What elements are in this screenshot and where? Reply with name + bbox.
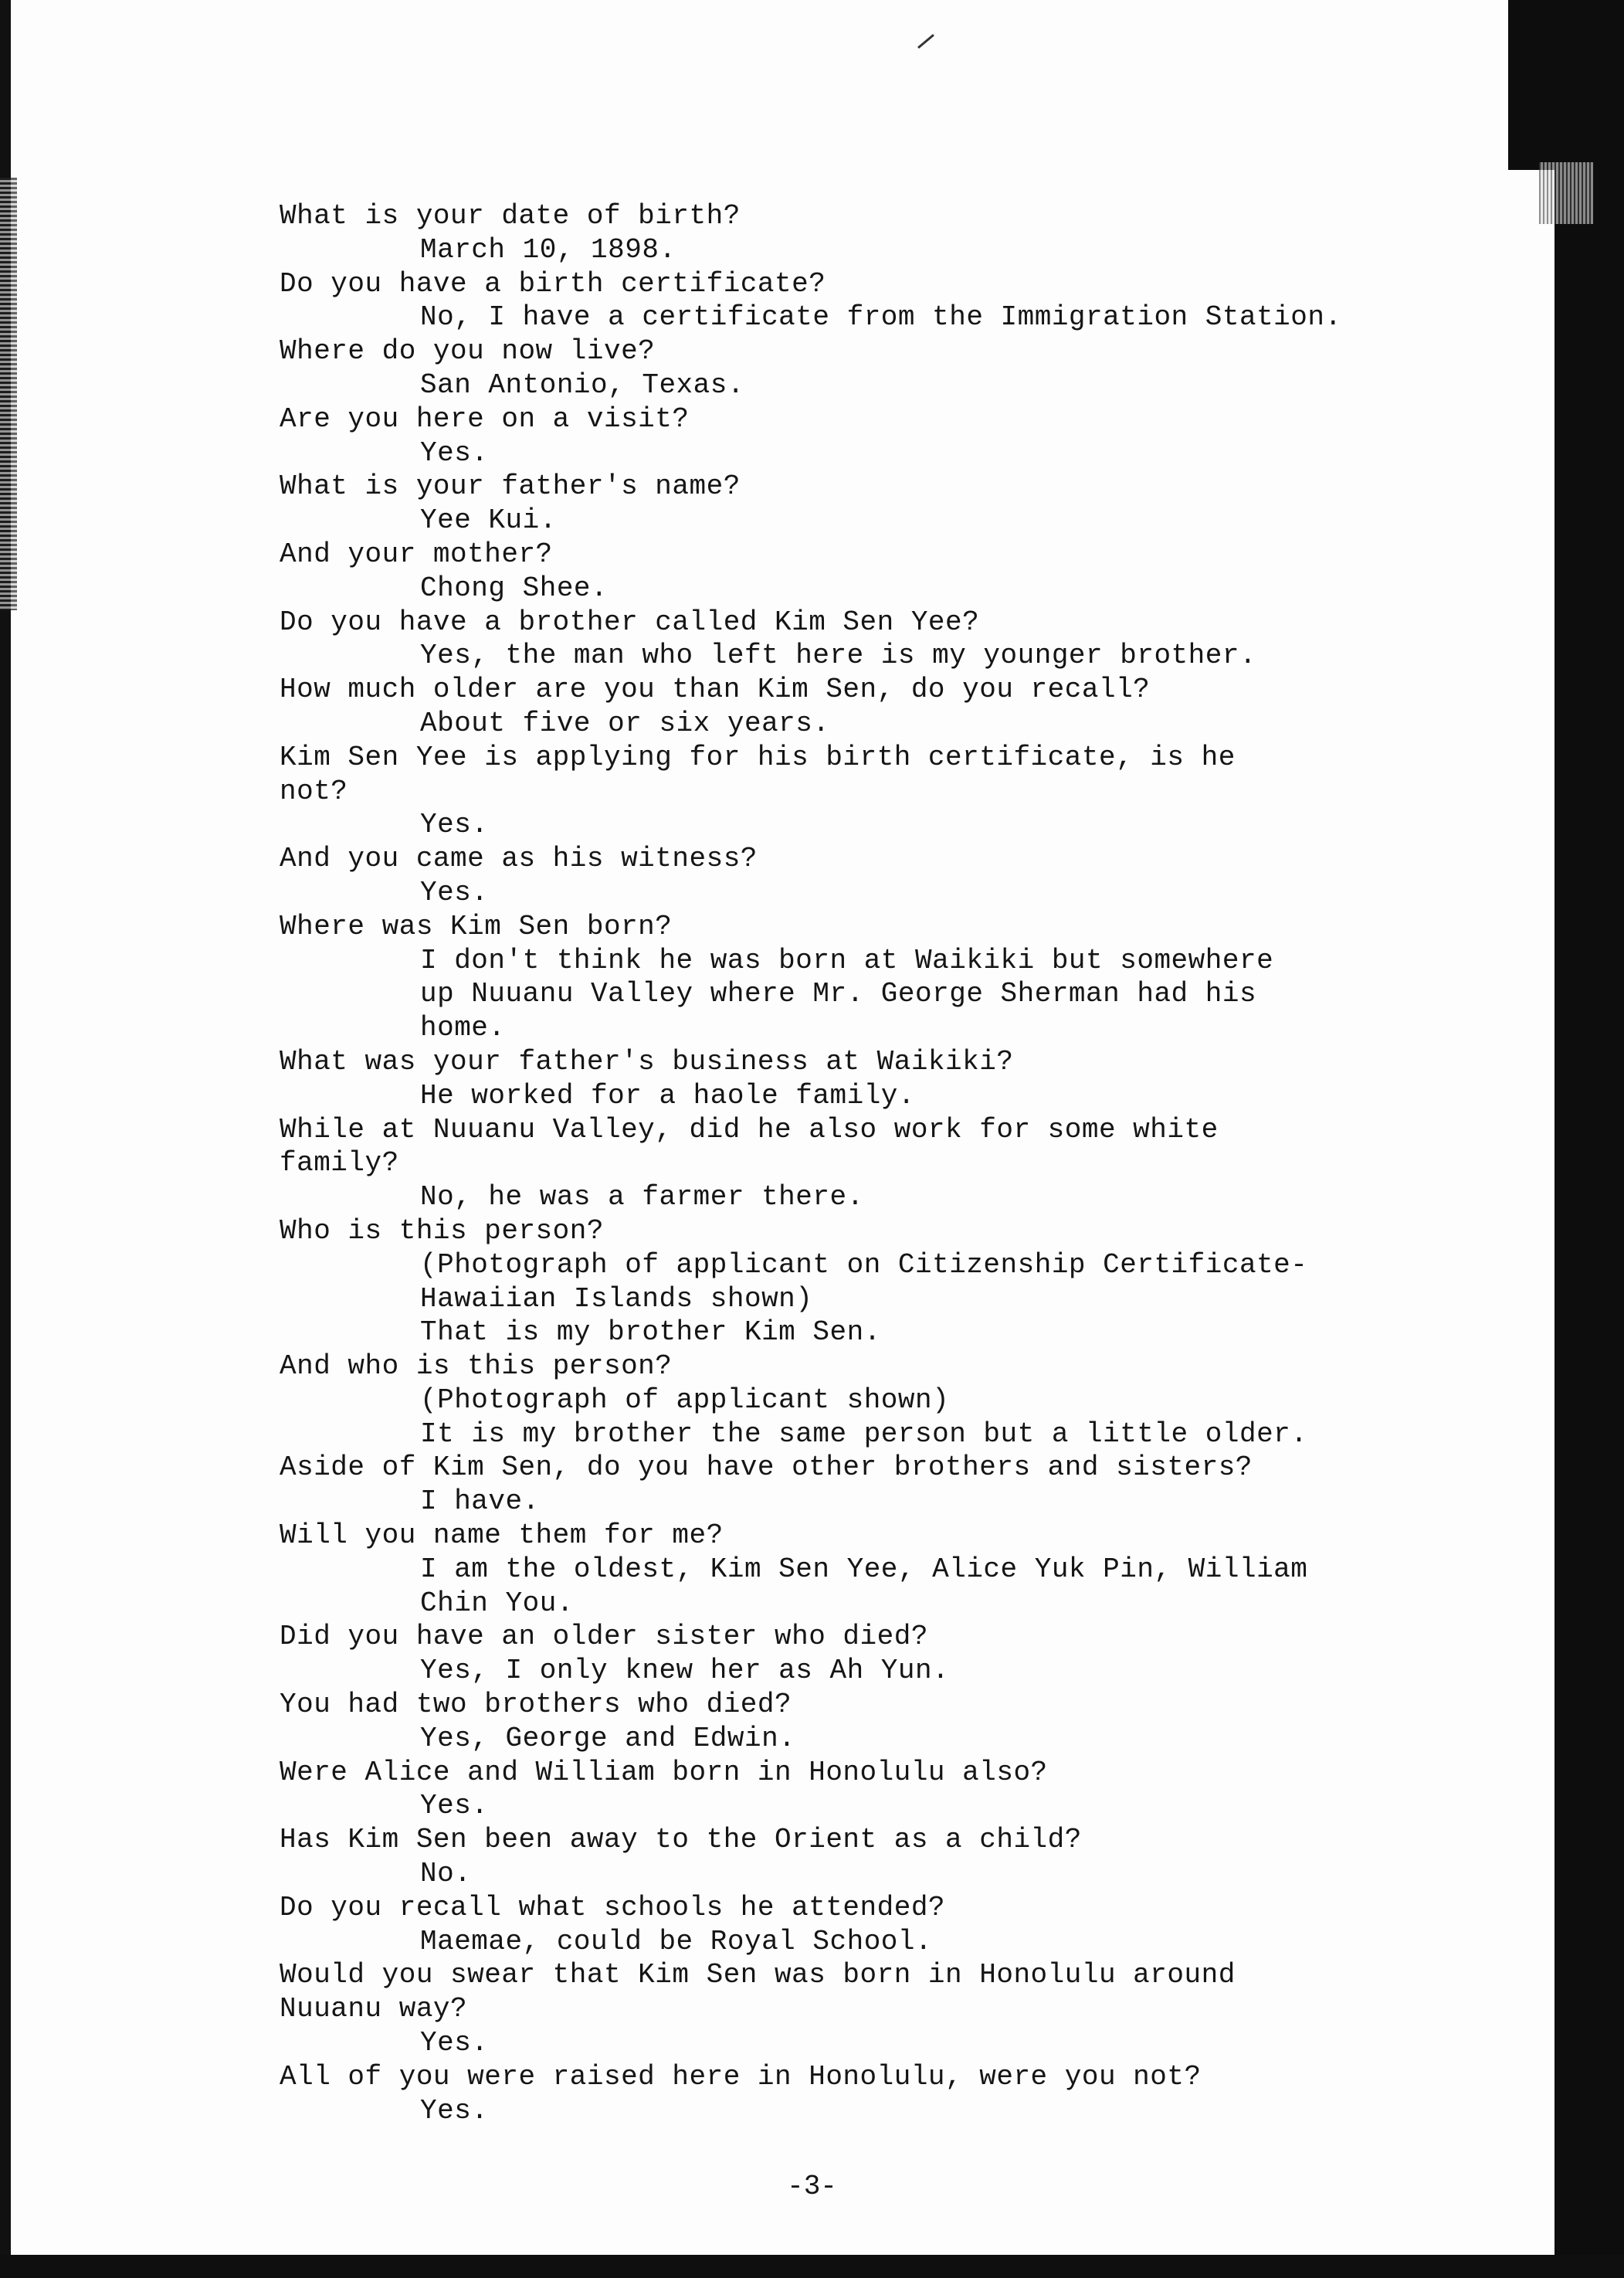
question-line: Did you have an older sister who died? (280, 1621, 928, 1653)
answer-line: San Antonio, Texas. (420, 368, 744, 401)
scan-noise-right (1539, 162, 1593, 224)
scan-edge-right (1554, 0, 1624, 2278)
scan-edge-bottom (0, 2255, 1624, 2278)
question-line: Who is this person? (280, 1214, 604, 1247)
answer-line: Chong Shee. (420, 572, 609, 604)
question-line: Kim Sen Yee is applying for his birth certificate, is he (280, 741, 1236, 773)
question-line: Has Kim Sen been away to the Orient as a child? (280, 1824, 1082, 1856)
question-line: And who is this person? (280, 1350, 673, 1383)
question-line: Do you have a brother called Kim Sen Yee? (280, 606, 980, 638)
question-line: What is your date of birth? (280, 200, 741, 232)
answer-line: Yes. (420, 436, 489, 469)
answer-line: Yes, I only knew her as Ah Yun. (420, 1655, 950, 1687)
question-line: What was your father's business at Waikiki? (280, 1045, 1014, 1078)
answer-line: home. (420, 1012, 506, 1044)
answer-line: No, I have a certificate from the Immigration Station. (420, 301, 1342, 334)
question-line: Do you recall what schools he attended? (280, 1891, 946, 1923)
page-number: -3- (787, 2171, 837, 2202)
answer-line: March 10, 1898. (420, 233, 676, 266)
answer-line: Chin You. (420, 1587, 574, 1619)
answer-line: Maemae, could be Royal School. (420, 1925, 933, 1957)
question-line: family? (280, 1147, 399, 1180)
answer-line: (Photograph of applicant on Citizenship Certificate- (420, 1248, 1308, 1281)
question-line: Were Alice and William born in Honolulu also? (280, 1756, 1048, 1788)
answer-line: I don't think he was born at Waikiki but somewhere (420, 944, 1274, 976)
scan-noise-left (0, 178, 17, 610)
answer-line: About five or six years. (420, 707, 830, 739)
question-line: Aside of Kim Sen, do you have other brothers and sisters? (280, 1451, 1253, 1484)
question-line: Do you have a birth certificate? (280, 267, 826, 300)
answer-line: up Nuuanu Valley where Mr. George Sherman had his (420, 978, 1257, 1010)
answer-line: I have. (420, 1485, 540, 1518)
answer-line: Yes. (420, 2027, 489, 2059)
answer-line: Yes. (420, 876, 489, 908)
question-line: How much older are you than Kim Sen, do you recall? (280, 674, 1151, 706)
answer-line: (Photograph of applicant shown) (420, 1383, 950, 1416)
question-line: While at Nuuanu Valley, did he also work for some white (280, 1113, 1219, 1146)
answer-line: Yee Kui. (420, 504, 557, 537)
answer-line: I am the oldest, Kim Sen Yee, Alice Yuk Pin, William (420, 1553, 1308, 1585)
question-line: Will you name them for me? (280, 1519, 724, 1552)
answer-line: Hawaiian Islands shown) (420, 1282, 813, 1315)
question-line: Where was Kim Sen born? (280, 910, 673, 942)
answer-line: He worked for a haole family. (420, 1079, 916, 1112)
question-line: not? (280, 775, 348, 807)
answer-line: Yes, the man who left here is my younger brother. (420, 640, 1257, 672)
scan-mark (917, 34, 934, 49)
answer-line: Yes. (420, 2094, 489, 2127)
question-line: Would you swear that Kim Sen was born in Honolulu around (280, 1959, 1236, 1991)
answer-line: It is my brother the same person but a little older. (420, 1417, 1308, 1450)
scan-edge-right-top (1508, 0, 1624, 170)
transcript-body (280, 199, 1392, 2127)
answer-line: Yes. (420, 1790, 489, 1822)
answer-line: No, he was a farmer there. (420, 1181, 864, 1214)
question-line: Are you here on a visit? (280, 402, 690, 435)
question-line: What is your father's name? (280, 470, 741, 503)
answer-line: Yes. (420, 809, 489, 841)
answer-line: Yes, George and Edwin. (420, 1722, 796, 1754)
question-line: All of you were raised here in Honolulu, were you not? (280, 2060, 1202, 2093)
answer-line: No. (420, 1858, 472, 1890)
question-line: You had two brothers who died? (280, 1689, 792, 1721)
question-line: And your mother? (280, 538, 553, 570)
answer-line: That is my brother Kim Sen. (420, 1316, 881, 1349)
question-line: Where do you now live? (280, 335, 656, 368)
question-line: Nuuanu way? (280, 1993, 468, 2025)
question-line: And you came as his witness? (280, 843, 758, 875)
